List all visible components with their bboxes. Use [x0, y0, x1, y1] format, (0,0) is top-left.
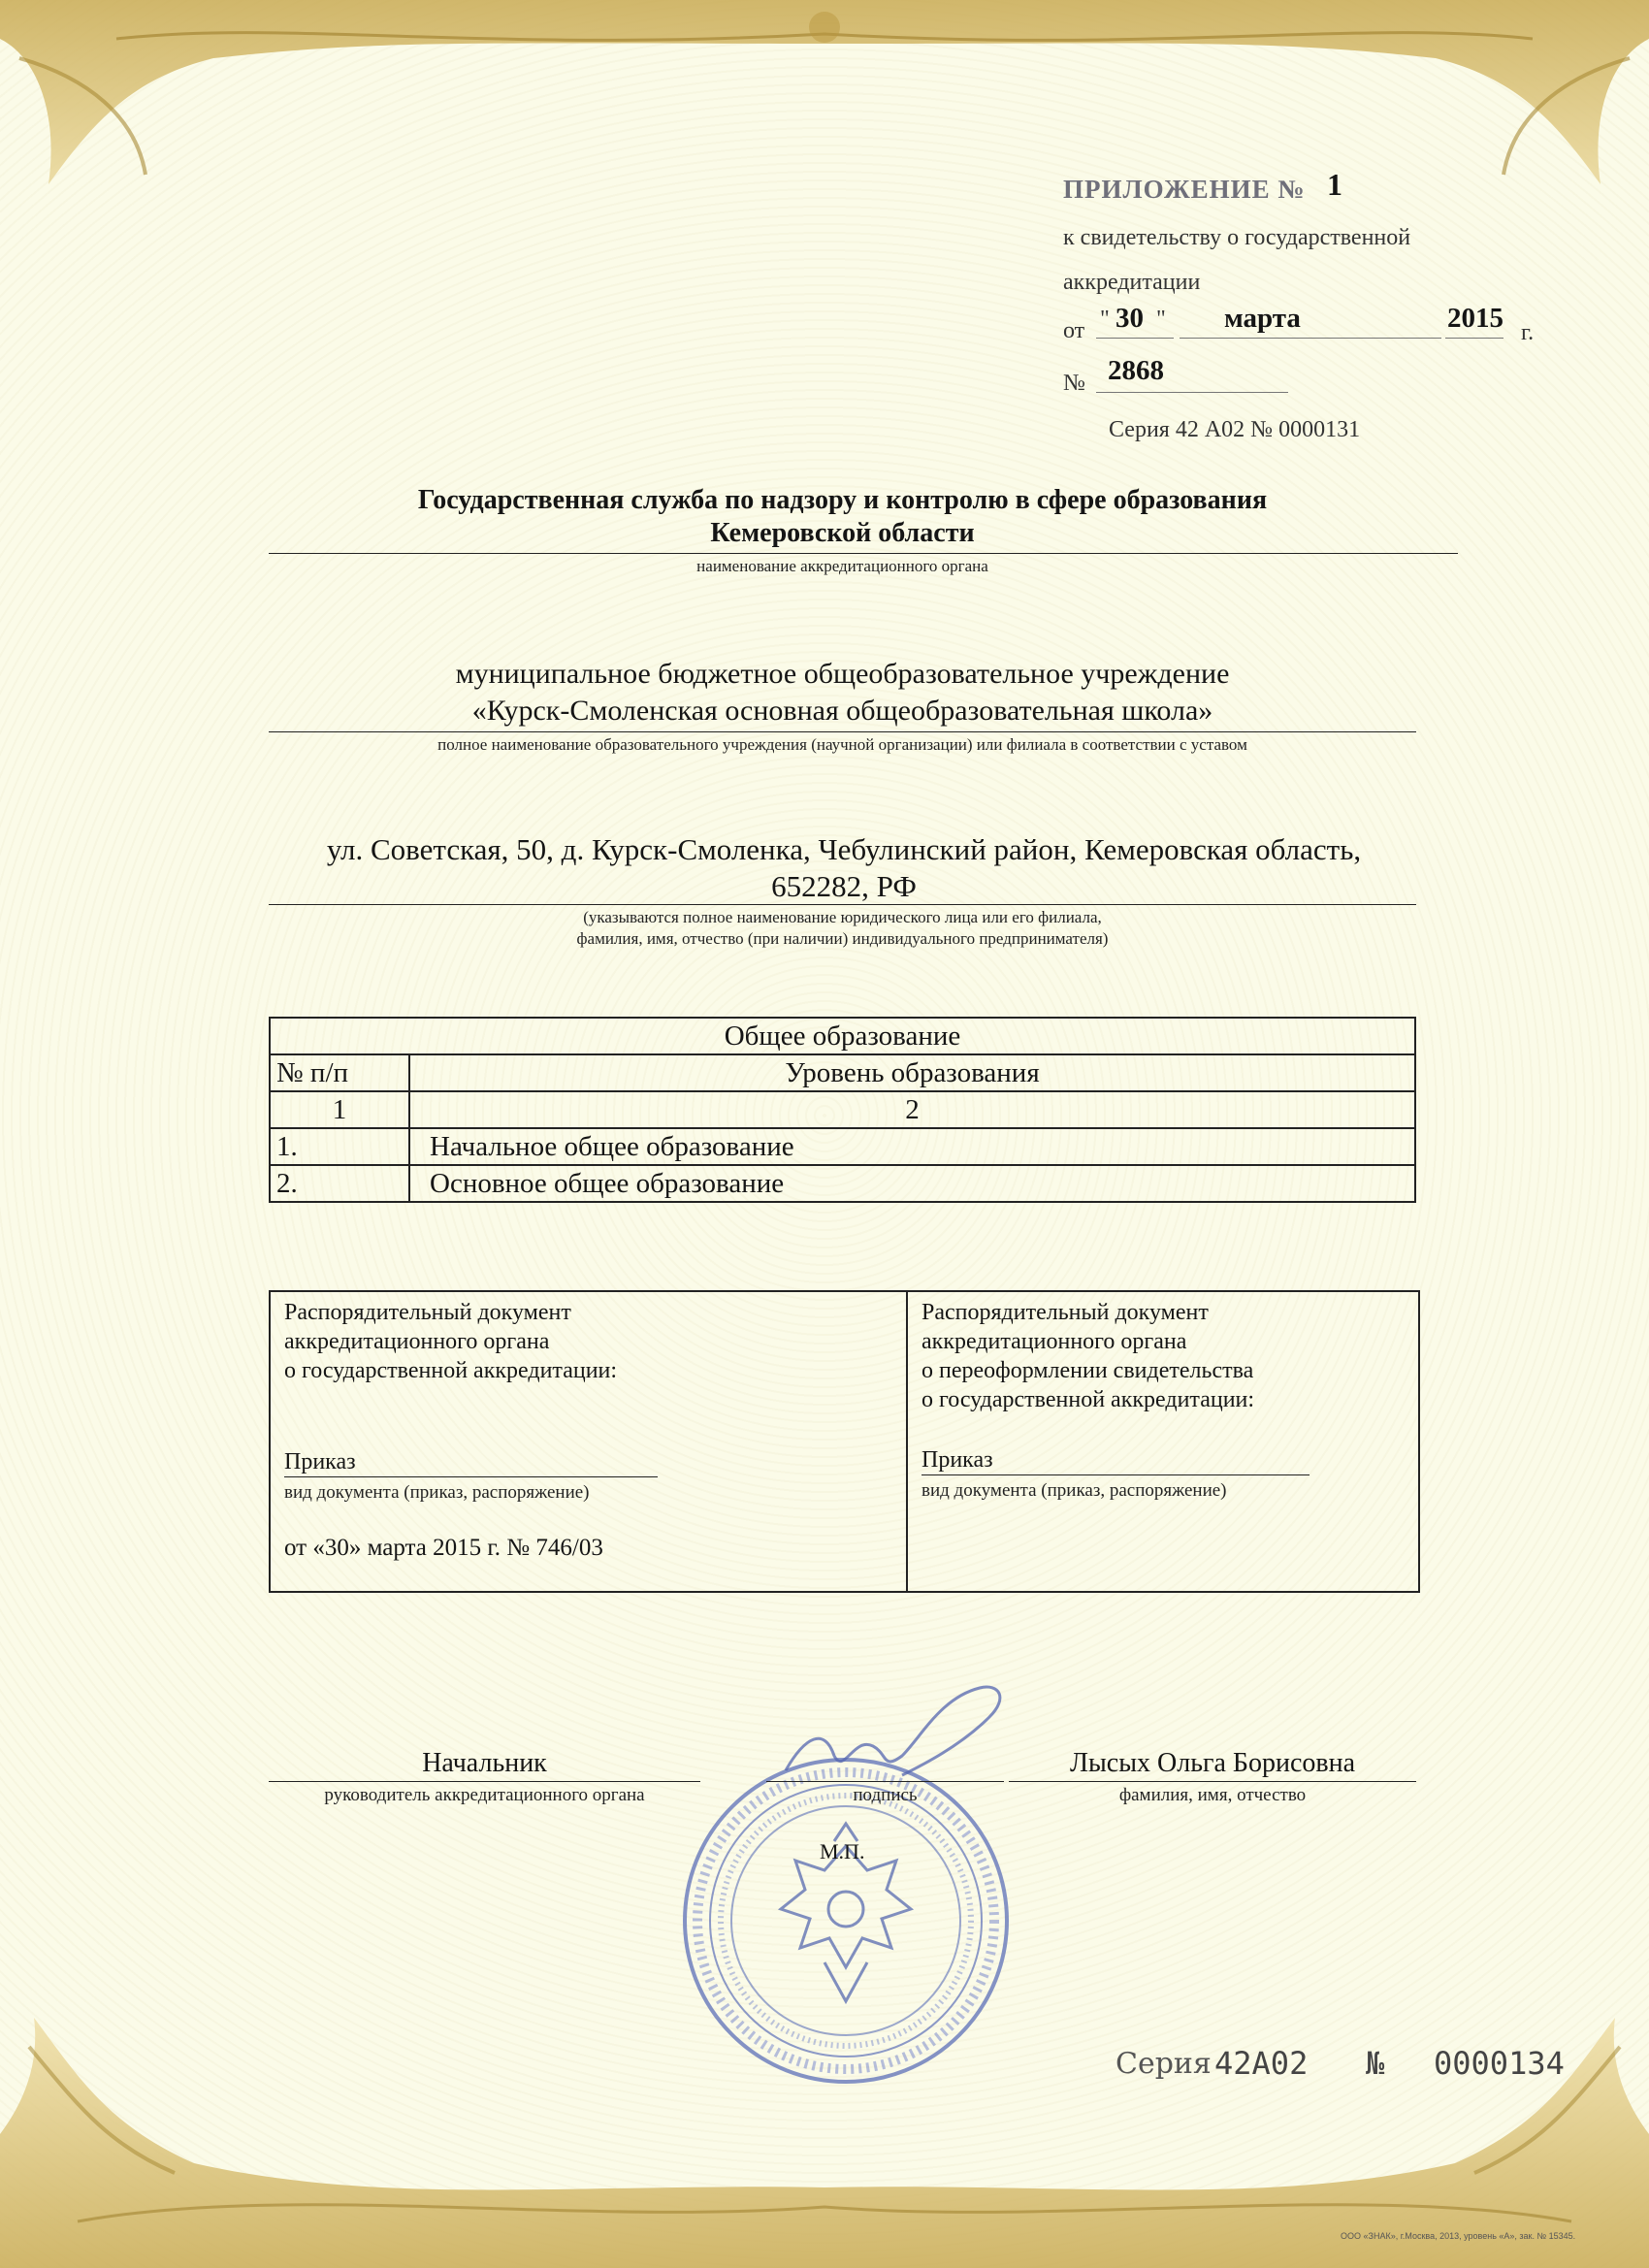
address-caption-line2: фамилия, имя, отчество (при наличии) индивидуального предпринимателя) [576, 929, 1109, 948]
authority-name-line1: Государственная служба по надзору и контролю в сфере образования [417, 485, 1268, 515]
column-header-number: № п/п [270, 1054, 409, 1091]
left-doc-line2: аккредитационного органа [284, 1329, 550, 1354]
table-index-row [270, 1091, 1415, 1128]
appendix-title: ПРИЛОЖЕНИЕ № [1063, 175, 1306, 204]
date-suffix: г. [1521, 320, 1535, 345]
left-doc-reference: от «30» марта 2015 г. № 746/03 [284, 1535, 603, 1561]
right-doc-type-caption: вид документа (приказ, распоряжение) [922, 1480, 1227, 1501]
signatory-position: Начальник [422, 1748, 547, 1778]
left-doc-line3: о государственной аккредитации: [284, 1358, 618, 1383]
authority-name-line2: Кемеровской области [710, 518, 975, 548]
table-title: Общее образование [270, 1018, 1415, 1054]
table-row [270, 1128, 1415, 1165]
reg-number: 2868 [1108, 355, 1164, 386]
table-title-row [270, 1018, 1415, 1054]
row-level: Начальное общее образование [409, 1128, 1415, 1165]
column-index-1: 1 [270, 1091, 409, 1128]
signature-caption: подпись [853, 1785, 918, 1805]
institution-name-line1: муниципальное бюджетное общеобразовательное учреждение [455, 658, 1230, 690]
right-doc-line3: о переоформлении свидетельства [922, 1358, 1254, 1383]
appendix-series: Серия 42 А02 № 0000131 [1109, 417, 1361, 442]
signatory-name: Лысых Ольга Борисовна [1069, 1748, 1356, 1778]
printer-imprint: ООО «ЗНАК», г.Москва, 2013, уровень «А», зак. № 15345. [1341, 2231, 1576, 2241]
row-number: 1. [270, 1128, 409, 1165]
left-doc-type: Приказ [284, 1449, 356, 1474]
right-doc-line4: о государственной аккредитации: [922, 1387, 1255, 1412]
blank-number-label: № [1366, 2045, 1385, 2082]
stamp-place-label: М.П. [820, 1839, 865, 1863]
address-caption-line1: (указываются полное наименование юридического лица или его филиала, [583, 908, 1102, 926]
accreditation-document-column [271, 1292, 908, 1591]
signatory-name-caption: фамилия, имя, отчество [1118, 1785, 1307, 1805]
appendix-number: 1 [1327, 167, 1342, 202]
signatory-position-caption: руководитель аккредитационного органа [324, 1785, 645, 1805]
blank-series-value: 42А02 [1214, 2045, 1309, 2082]
reissue-document-column [908, 1292, 1418, 1591]
left-doc-type-caption: вид документа (приказ, распоряжение) [284, 1482, 590, 1503]
administrative-documents-box [269, 1290, 1420, 1593]
address-line1: ул. Советская, 50, д. Курск-Смоленка, Чебулинский район, Кемеровская область, [326, 832, 1362, 866]
date-month: марта [1224, 303, 1301, 334]
institution-caption: полное наименование образовательного учреждения (научной организации) или филиала в соответствии с уставом [437, 735, 1247, 754]
column-index-2: 2 [409, 1091, 1415, 1128]
reg-number-prefix: № [1063, 371, 1085, 396]
row-number: 2. [270, 1165, 409, 1202]
right-doc-type: Приказ [922, 1447, 993, 1473]
date-prefix: от [1063, 318, 1085, 343]
table-row [270, 1165, 1415, 1202]
column-header-level: Уровень образования [409, 1054, 1415, 1091]
row-level: Основное общее образование [409, 1165, 1415, 1202]
authority-caption: наименование аккредитационного органа [696, 557, 988, 575]
date-day: 30 [1116, 303, 1144, 334]
date-quote-open: " [1100, 307, 1110, 332]
date-quote-close: " [1156, 307, 1166, 332]
left-doc-line1: Распорядительный документ [284, 1300, 571, 1325]
institution-name-line2: «Курск-Смоленская основная общеобразовательная школа» [471, 695, 1213, 727]
top-ornamental-border [0, 0, 1649, 184]
blank-number-value: 0000134 [1434, 2045, 1565, 2082]
date-year: 2015 [1447, 303, 1504, 334]
right-doc-line1: Распорядительный документ [922, 1300, 1209, 1325]
education-levels-table [269, 1017, 1416, 1203]
right-doc-line2: аккредитационного органа [922, 1329, 1187, 1354]
table-header-row [270, 1054, 1415, 1091]
handwritten-signature [766, 1678, 1028, 1795]
appendix-to-line1: к свидетельству о государственной [1063, 225, 1411, 250]
appendix-to-line2: аккредитации [1063, 270, 1201, 295]
blank-series-label: Серия [1116, 2047, 1212, 2081]
address-line2: 652282, РФ [771, 869, 917, 903]
